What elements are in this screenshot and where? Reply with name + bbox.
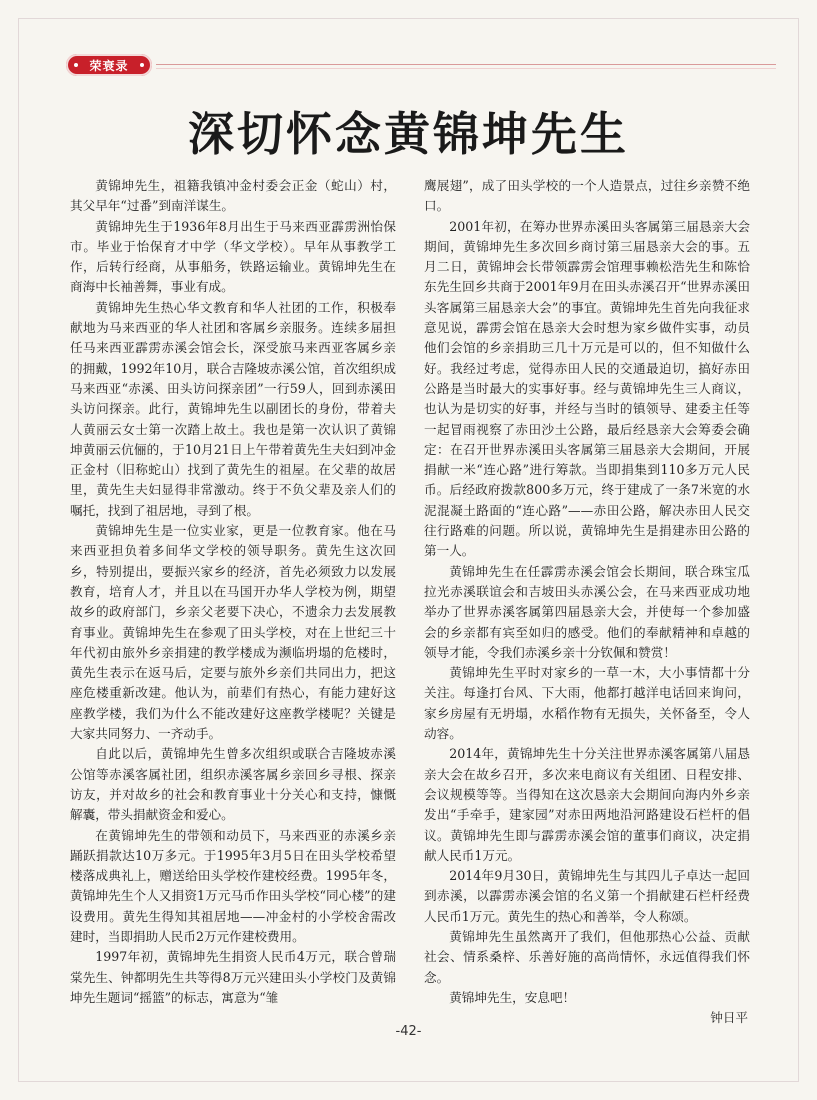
paragraph: 黄锦坤先生虽然离开了我们，但他那热心公益、贡献社会、情系桑梓、乐善好施的高尚情怀，永远值得我们怀念。 bbox=[424, 928, 750, 985]
paragraph: 黄锦坤先生于1936年8月出生于马来西亚霹雳洲怡保市。毕业于怡保育才中学（华文学校）。早年从事教学工作，后转行经商，从事船务，铁路运输业。黄锦坤先生在商海中长袖善舞，事业有成。 bbox=[70, 218, 396, 295]
paragraph: 2001年初，在筹办世界赤溪田头客属第三届恳亲大会期间，黄锦坤先生多次回乡商讨第三届恳亲大会的事。五月二日，黄锦坤会长带领霹雳会馆理事赖松浩先生和陈恰东先生回乡共商于2001年9月在田头赤溪召开“世界赤溪田头客属第三届恳亲大会”的事宜。黄锦坤先生首先向我征求意见说，霹雳会馆在恳亲大会时想为家乡做件实事，动员他们会馆的乡亲捐助三几十万元是可以的，但不知做什么好。我经过考虑，觉得赤田人民的交通最迫切，搞好赤田公路是当时最大的实事好事。经与黄锦坤先生三人商议，也认为是切实的好事，并经与当时的镇领导、建委主任等一起冒雨视察了赤田沙土公路，最后经恳亲大会筹委会确定：在召开世界赤溪田头客属第三届恳亲大会期间，开展捐献一米“连心路”进行筹款。当即捐集到110多万元人民币。后经政府拨款800多万元，终于建成了一条7米宽的水泥混凝土路面的“连心路”——赤田公路，解决赤田人民交往行路难的问题。所以说，黄锦坤先生是捐建赤田公路的第一人。 bbox=[424, 218, 750, 559]
paragraph: 黄锦坤先生在任霹雳赤溪会馆会长期间，联合珠宝瓜拉光赤溪联谊会和吉坡田头赤溪公会，在马来西亚成功地举办了世界赤溪客属第四届恳亲大会，并使每一个参加盛会的乡亲都有宾至如归的感受。他们的奉献精神和卓越的领导才能，令我们赤溪乡亲十分钦佩和赞赏！ bbox=[424, 563, 750, 660]
article-title: 深切怀念黄锦坤先生 bbox=[188, 107, 629, 161]
article-column-right bbox=[424, 176, 750, 1026]
badge-dot-right bbox=[140, 63, 144, 67]
article-column-left bbox=[70, 176, 396, 1016]
paragraph: 黄锦坤先生热心华文教育和华人社团的工作，积极奉献地为马来西亚的华人社团和客属乡亲服务。连续多届担任马来西亚霹雳赤溪会馆会长，深受旅马来西亚客属乡亲的拥戴，1992年10月，联合吉隆坡赤溪公馆，首次组织成马来西亚“赤溪、田头访问探亲团”一行59人，回到赤溪田头访问探亲。此行，黄锦坤先生以副团长的身份，带着夫人黄丽云女士第一次踏上故土。我也是第一次认识了黄锦坤黄丽云伉俪的，于10月21日上午带着黄先生夫妇到冲金正金村（旧称蛇山）找到了黄先生的祖屋。在父辈的故居里，黄先生夫妇显得非常激动。终于不负父辈及亲人们的嘱托，找到了祖居地，寻到了根。 bbox=[70, 299, 396, 518]
paragraph: 自此以后，黄锦坤先生曾多次组织或联合吉隆坡赤溪公馆等赤溪客属社团，组织赤溪客属乡亲回乡寻根、探亲访友，并对故乡的社会和教育事业十分关心和支持，慷慨解囊，带头捐献资金和爱心。 bbox=[70, 746, 396, 823]
paragraph: 2014年9月30日，黄锦坤先生与其四儿子卓达一起回到赤溪，以霹雳赤溪会馆的名义第一个捐献建石栏杆经费人民币1万元。黄先生的热心和善举，令人称颂。 bbox=[424, 868, 750, 924]
paragraph-continued: 鹰展翅”，成了田头学校的一个人造景点，过往乡亲赞不绝口。 bbox=[424, 178, 750, 214]
badge-dot-left bbox=[74, 63, 78, 67]
paragraph: 黄锦坤先生平时对家乡的一草一木，大小事情都十分关注。每逢打台风、下大雨，他都打越洋电话回来询问，家乡房屋有无坍塌，水稻作物有无损失，关怀备至，令人动容。 bbox=[424, 665, 750, 742]
paragraph: 黄锦坤先生，安息吧！ bbox=[449, 989, 576, 1005]
paragraph: 1997年初，黄锦坤先生捐资人民币4万元，联合曾瑞棠先生、钟都明先生共等得8万元兴建田头小学校门及黄锦坤先生题词“摇篮”的标志，寓意为“雏 bbox=[70, 949, 396, 1005]
paragraph: 黄锦坤先生，祖籍我镇冲金村委会正金（蛇山）村，其父早年“过番”到南洋谋生。 bbox=[70, 178, 396, 214]
page-number: -42- bbox=[395, 1024, 422, 1039]
paragraph: 2014年，黄锦坤先生十分关注世界赤溪客属第八届恳亲大会在故乡召开，多次来电商议有关组团、日程安排、会议规模等等。当得知在这次恳亲大会期间向海内外乡亲发出“手牵手，建家园”对赤田两地沿河路建设石栏杆的倡议。黄锦坤先生即与霹雳赤溪会馆的董事们商议，决定捐献人民币1万元。 bbox=[424, 746, 750, 863]
paragraph: 黄锦坤先生是一位实业家，更是一位教育家。他在马来西亚担负着多间华文学校的领导职务。黄先生这次回乡，特别提出，要振兴家乡的经济，首先必须致力以发展教育，培育人才，并且以在马国开办华人学校为例，期望故乡的政府部门，乡亲父老要下决心，不遗余力去发展教育事业。黄锦坤先生在参观了田头学校，对在上世纪三十年代初由旅外乡亲捐建的教学楼成为濒临坍塌的危楼时，黄先生表示在返马后，定要与旅外乡亲们共同出力，把这座危楼重新改建。他认为，前辈们有热心，有能力建好这座教学楼，我们为什么不能改建好这座教学楼呢？关键是大家共同努力、一齐动手。 bbox=[70, 523, 396, 742]
section-badge-label: 荣衰录 bbox=[66, 54, 152, 76]
paragraph: 在黄锦坤先生的带领和动员下，马来西亚的赤溪乡亲踊跃捐款达10万多元。于1995年3月5日在田头学校希望楼落成典礼上，赠送给田头学校作建校经费。1995年冬，黄锦坤先生个人又捐资1万元马币作田头学校“同心楼”的建设费用。黄先生得知其祖居地——冲金村的小学校舍需改建时，当即捐助人民币2万元作建校费用。 bbox=[70, 827, 396, 944]
author-signature: 钟日平 bbox=[710, 1010, 748, 1026]
section-badge bbox=[66, 54, 152, 76]
header-rule-secondary bbox=[156, 68, 776, 69]
header-rule bbox=[156, 64, 776, 65]
